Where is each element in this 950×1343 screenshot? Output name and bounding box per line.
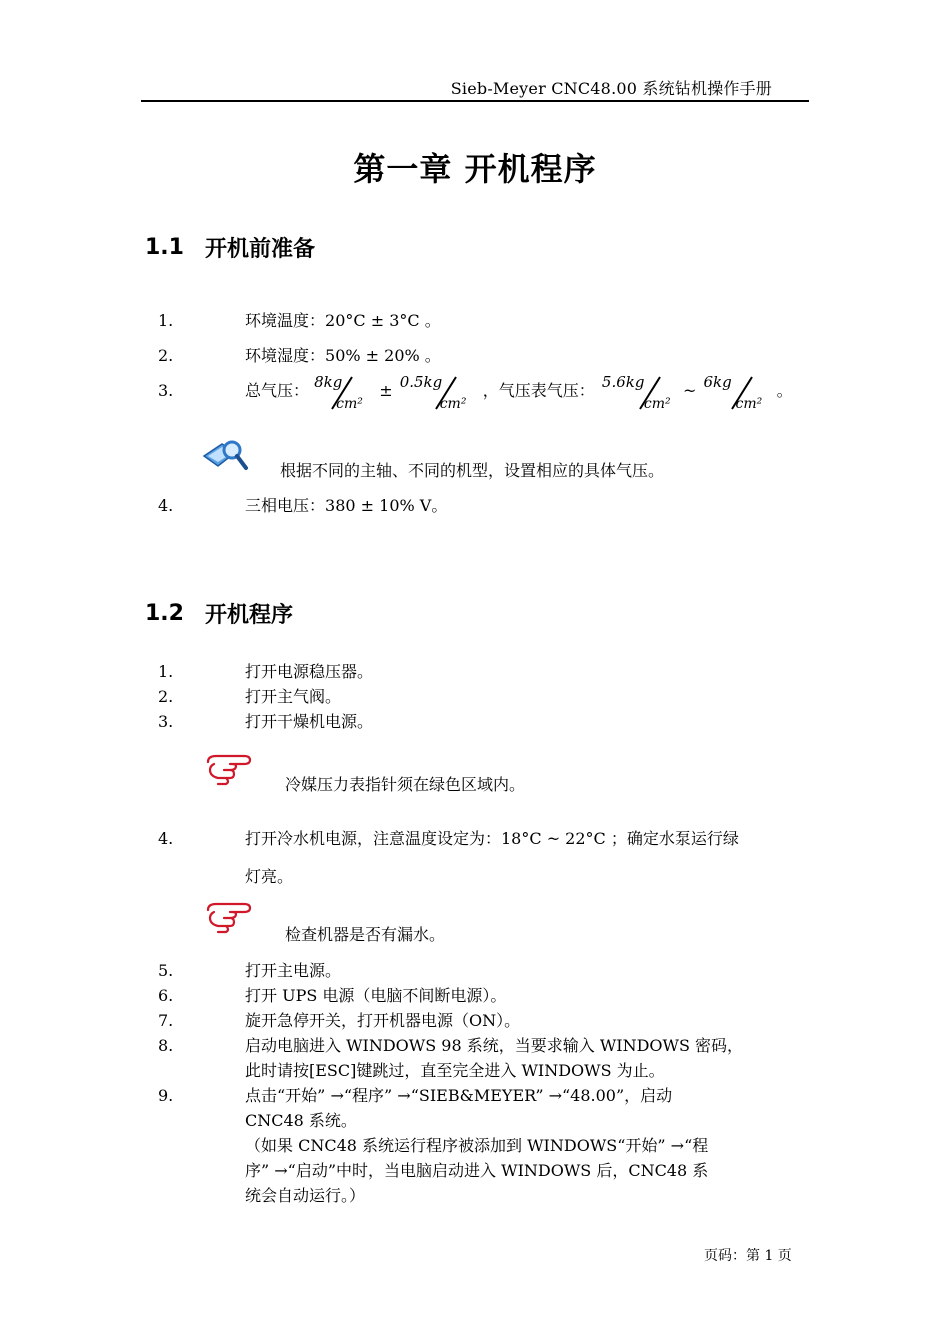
list-item [158,709,810,734]
item-number: 4. [158,829,174,848]
item-value: 50% ± 20% 。 [325,346,441,365]
pointing-hand-icon [204,752,254,792]
item-line: 此时请按[ESC]键跳过，直至完全进入 WINDOWS 为止。 [245,1061,665,1080]
list-item [158,1083,810,1208]
item-line: 启动电脑进入 WINDOWS 98 系统，当要求输入 WINDOWS 密码， [245,1036,744,1055]
item-label: 总气压： [245,381,310,400]
item-number: 1. [158,662,174,681]
note-text: 冷媒压力表指针须在绿色区域内。 [285,775,526,794]
section-title: 开机程序 [205,603,294,628]
item-number: 5. [158,961,174,980]
separator-text: ，气压表气压： [482,381,595,400]
fraction-numerator: 0.5kg [399,372,443,391]
fraction-denominator: cm² [643,395,671,412]
list-item [158,684,810,709]
list-item [158,308,810,333]
fraction-denominator: cm² [439,395,467,412]
list-item [158,370,810,413]
list-item [158,958,810,983]
note-text: 检查机器是否有漏水。 [285,925,446,944]
item-text [245,493,810,518]
pointing-hand-icon [204,900,254,940]
item-text [245,308,810,333]
item-value: 20°C ± 3°C 。 [325,311,441,330]
list-item [158,493,810,518]
item-text [245,370,810,413]
item-number: 2. [158,687,174,706]
item-number: 4. [158,496,174,515]
item-line: （如果 CNC48 系统运行程序被添加到 WINDOWS“开始” →“程 [245,1136,709,1155]
item-text: 旋开急停开关，打开机器电源（ON）。 [245,1011,521,1030]
section-heading-1-2 [145,598,293,629]
section-heading-1-1 [145,232,315,263]
fraction-denominator: cm² [735,395,763,412]
item-number: 6. [158,986,174,1005]
page-number: 页码：第 1 页 [704,1248,792,1264]
fraction [398,371,478,413]
fraction-numerator: 8kg [314,372,343,391]
item-number: 1. [158,311,174,330]
fraction [314,371,374,413]
item-label: 环境温度： [245,311,326,330]
item-line: 点击“开始” →“程序” →“SIEB&MEYER” →“48.00”，启动 [245,1086,673,1105]
item-line: CNC48 系统。 [245,1111,357,1130]
fraction-denominator: cm² [336,395,363,412]
item-text: 打开主电源。 [245,961,342,980]
fraction [600,371,678,413]
item-line: 灯亮。 [245,867,294,886]
list-item [158,1033,810,1083]
item-label: 环境湿度： [245,346,326,365]
section-number: 1.2 [145,601,184,626]
section-number: 1.1 [145,235,184,260]
item-text [245,820,810,896]
magnifier-icon [202,436,252,476]
list-item [158,659,810,684]
item-line: 序” →“启动”中时，当电脑启动进入 WINDOWS 后，CNC48 系 [245,1161,709,1180]
item-text: 打开主气阀。 [245,687,342,706]
list-item [158,983,810,1008]
chapter-title: 第一章 开机程序 [353,150,597,188]
item-line: 打开冷水机电源，注意温度设定为：18°C ~ 22°C ；确定水泵运行绿 [245,829,739,848]
plus-minus: ± [379,381,393,400]
item-number: 8. [158,1036,174,1055]
item-label: 三相电压： [245,496,326,515]
list-item [158,1008,810,1033]
item-text: 打开电源稳压器。 [245,662,374,681]
item-text [245,1033,810,1083]
item-number: 3. [158,712,174,731]
item-number: 9. [158,1086,174,1105]
item-text: 打开干燥机电源。 [245,712,374,731]
header-title: Sieb-Meyer CNC48.00 系统钻机操作手册 [450,79,772,98]
fraction [702,371,772,413]
fraction-numerator: 6kg [703,372,732,391]
item-number: 2. [158,346,174,365]
item-line: 统会自动运行。） [245,1186,366,1205]
fraction-numerator: 5.6kg [601,372,645,391]
section-title: 开机前准备 [205,237,316,262]
tilde: ~ [683,381,697,400]
item-number: 3. [158,381,174,400]
header-rule [141,100,809,102]
item-end: 。 [776,381,793,400]
item-value: 380 ± 10% V。 [325,496,448,515]
item-number: 7. [158,1011,174,1030]
item-text [245,1083,810,1208]
item-text: 打开 UPS 电源（电脑不间断电源）。 [245,986,507,1005]
list-item [158,820,810,896]
note-text: 根据不同的主轴、不同的机型，设置相应的具体气压。 [280,461,665,480]
